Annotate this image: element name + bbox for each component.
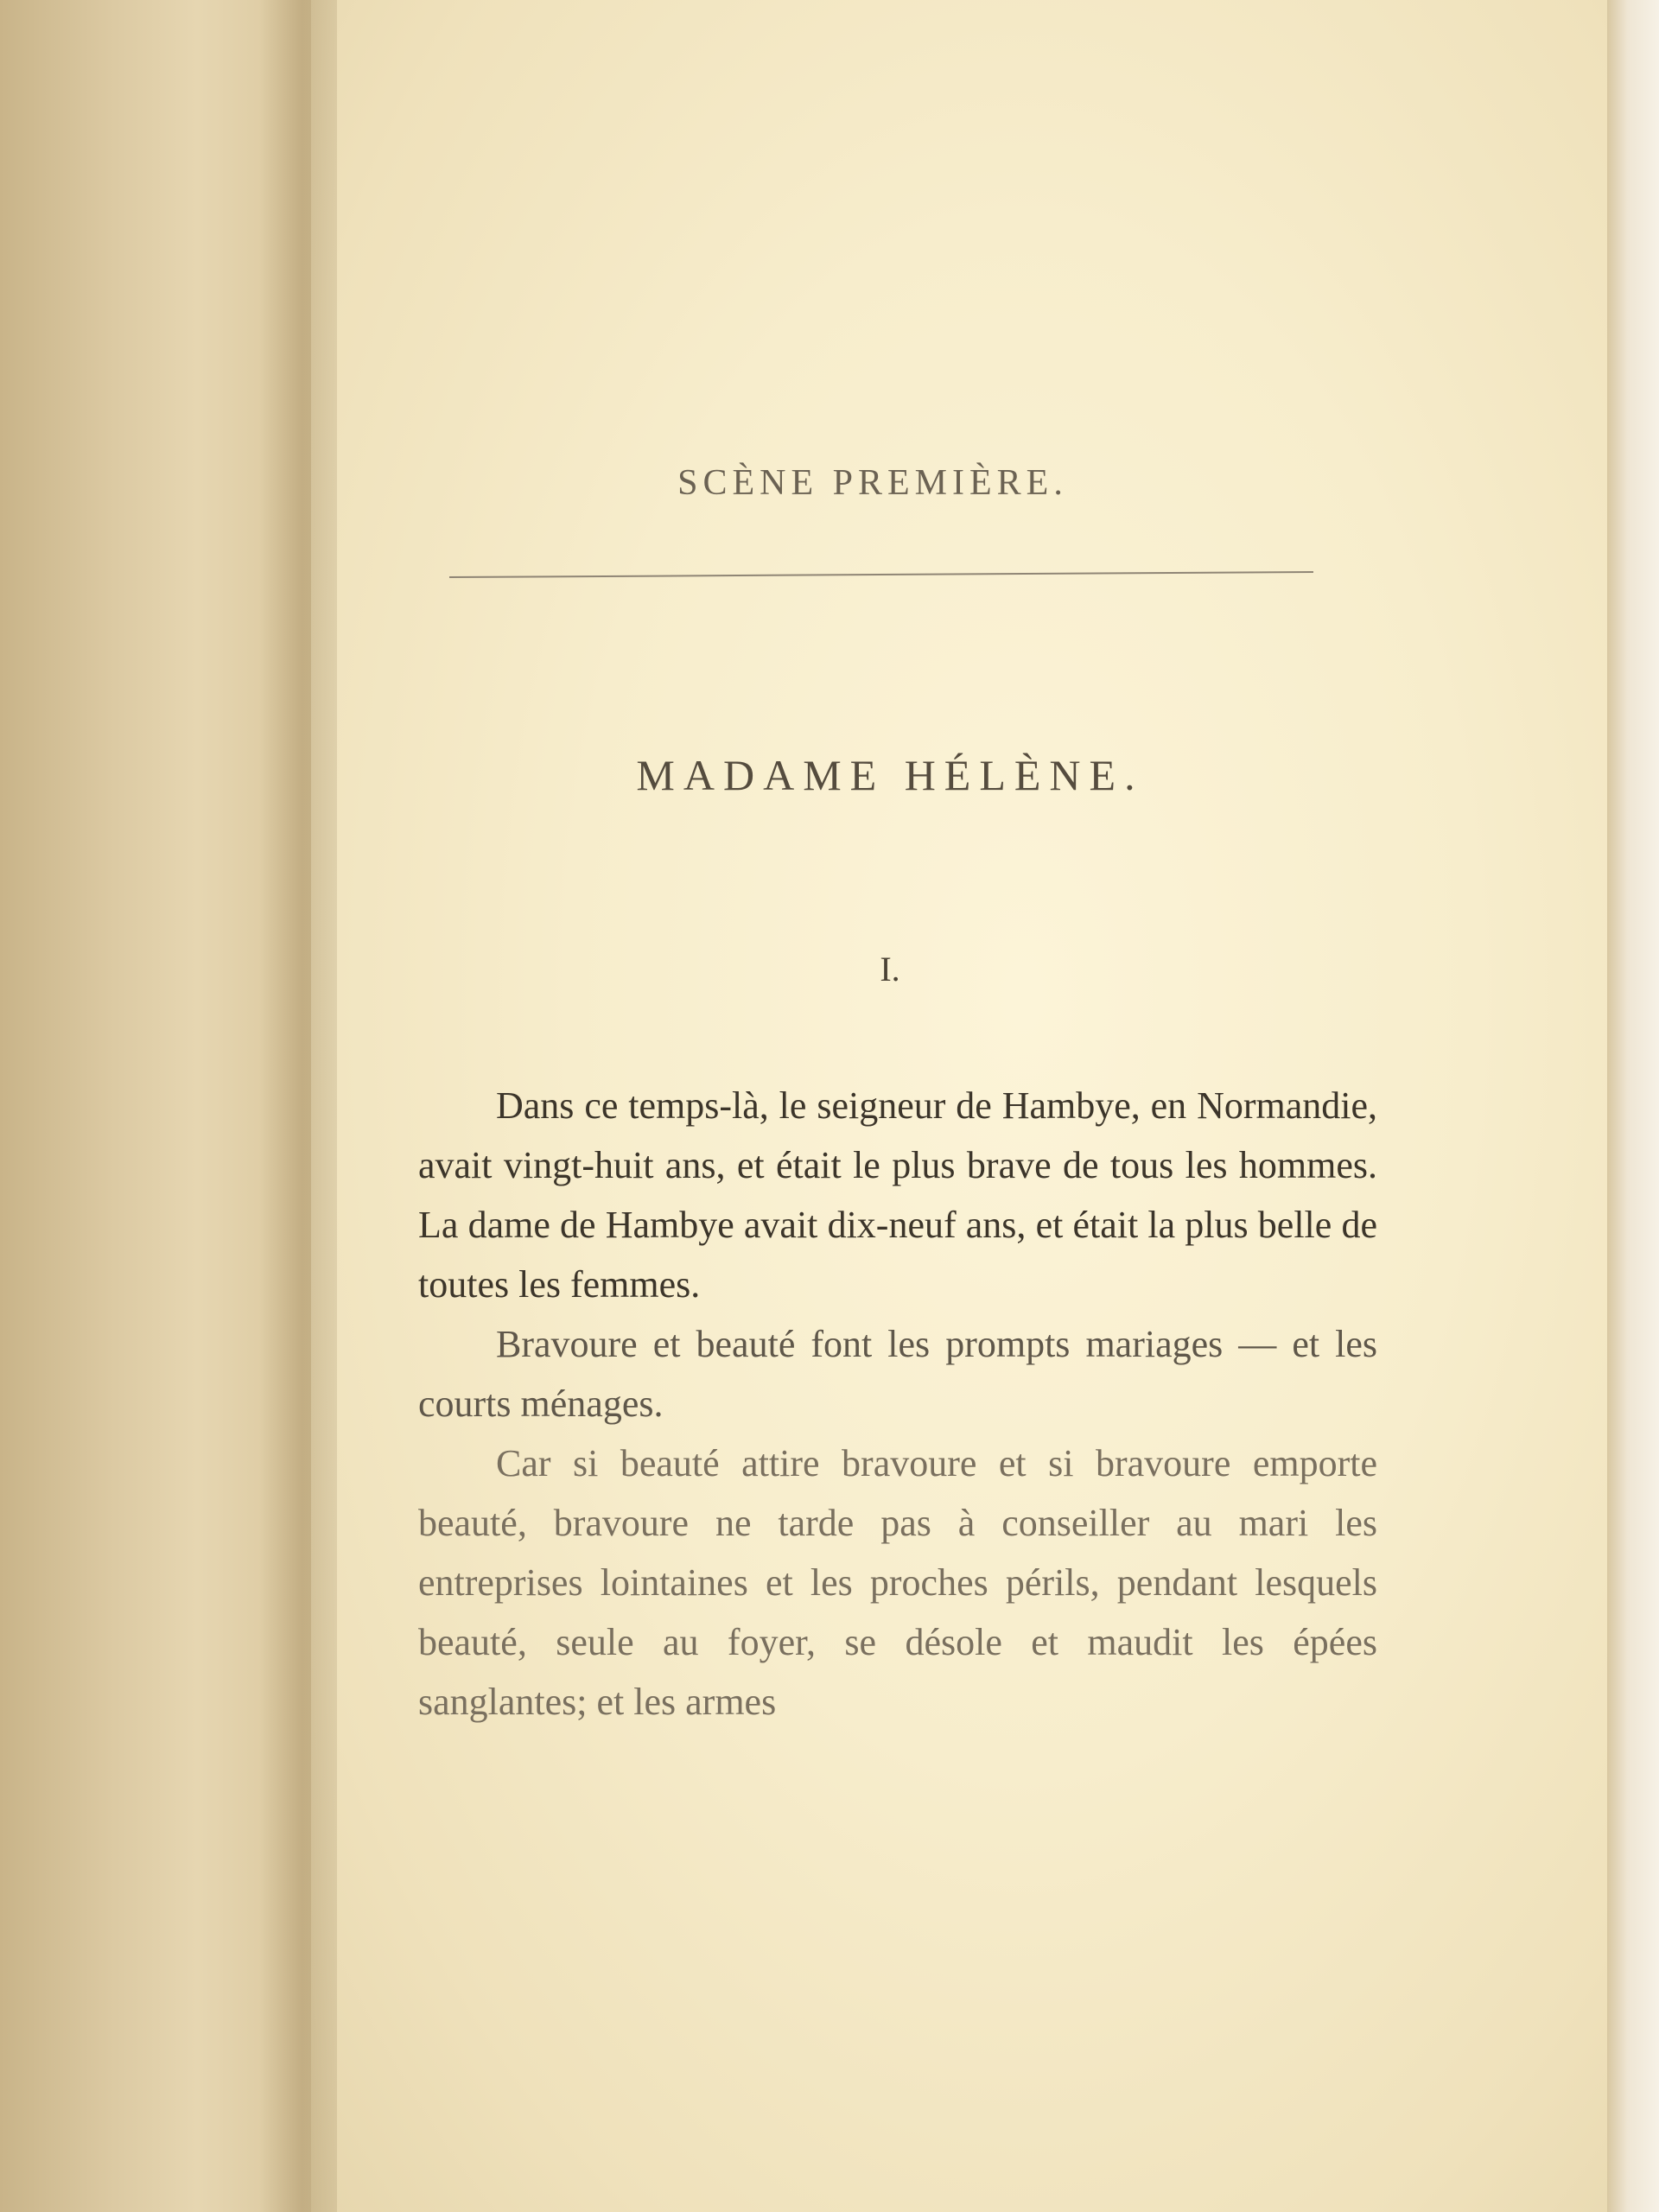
body-text <box>418 1076 1377 1732</box>
right-page-edge <box>1607 0 1659 2212</box>
paragraph: Car si beauté attire bravoure et si bravoure emporte beauté, bravoure ne tarde pas à conseiller au mari les entreprises lointaines et les proches périls, pendant lesquels beauté, seule au foyer, se désole et maudit les épées sanglantes; et les armes <box>418 1442 1377 1723</box>
chapter-title: MADAME HÉLÈNE. <box>636 751 1144 799</box>
scene-title: SCÈNE PREMIÈRE. <box>677 463 1068 503</box>
section-number: I. <box>880 950 900 988</box>
book-gutter <box>259 0 337 2212</box>
paragraph: Dans ce temps-là, le seigneur de Hambye, en Normandie, avait vingt-huit ans, et était le plus brave de tous les hommes. La dame de Hambye avait dix-neuf ans, et était la plus belle de toutes les femmes. <box>418 1084 1377 1306</box>
paragraph: Bravoure et beauté font les prompts mariages — et les courts ménages. <box>418 1323 1377 1425</box>
